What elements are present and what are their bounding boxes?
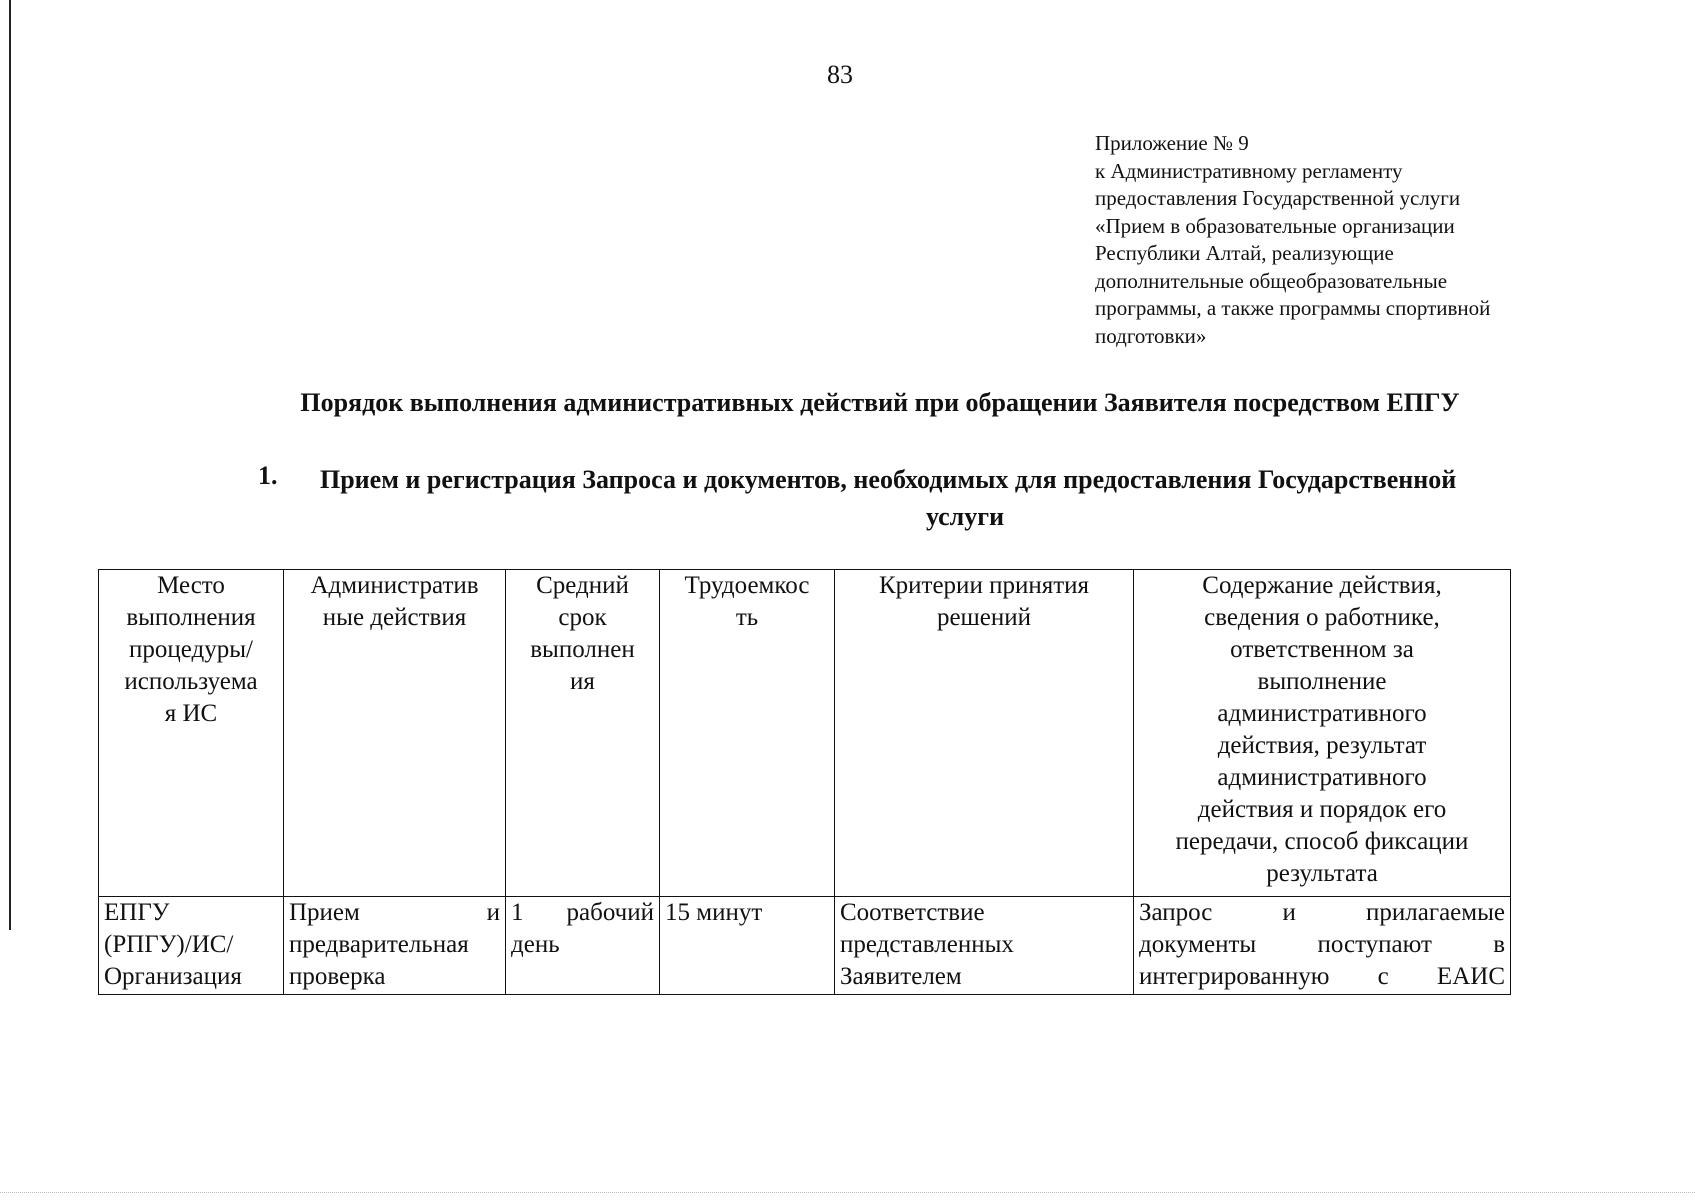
header-location: Место выполнения процедуры/ используема я ИС bbox=[99, 570, 284, 897]
appendix-line: «Прием в образовательные организации bbox=[1095, 213, 1455, 238]
procedure-table bbox=[98, 569, 1511, 995]
section-title-line: услуги bbox=[925, 502, 1005, 531]
section-title bbox=[320, 461, 1590, 535]
header-admin-actions: Административ ные действия bbox=[284, 570, 506, 897]
cell-average-term: 1 рабочий день bbox=[506, 897, 660, 995]
appendix-line: Приложение № 9 bbox=[1095, 131, 1249, 155]
section-title-line: Прием и регистрация Запроса и документов, необходимых для предоставления Государственной bbox=[320, 465, 1457, 494]
appendix-line: программы, а также программы спортивной bbox=[1095, 296, 1491, 320]
header-labor-intensity: Трудоемкос ть bbox=[660, 570, 835, 897]
document-title: Порядок выполнения административных действий при обращении Заявителя посредством ЕПГУ bbox=[300, 388, 1460, 417]
cell-location: ЕПГУ (РПГУ)/ИС/ Организация bbox=[99, 897, 284, 995]
appendix-line: подготовки» bbox=[1095, 323, 1207, 348]
cell-action-content: Запрос и прилагаемые документы поступают в интегрированную с ЕАИС bbox=[1134, 897, 1511, 995]
appendix-block bbox=[1095, 130, 1635, 350]
cell-admin-action: Прием и предварительная проверка bbox=[284, 897, 506, 995]
section-number: 1. bbox=[258, 461, 278, 490]
scan-bottom-border bbox=[0, 1192, 1695, 1193]
appendix-line: Республики Алтай, реализующие bbox=[1095, 241, 1394, 265]
page-left-edge bbox=[9, 0, 11, 930]
appendix-line: дополнительные общеобразовательные bbox=[1095, 268, 1448, 293]
table-header-row bbox=[99, 570, 1511, 897]
appendix-line: предоставления Государственной услуги bbox=[1095, 186, 1461, 210]
cell-labor-intensity: 15 минут bbox=[660, 897, 835, 995]
header-action-content: Содержание действия, сведения о работнике, ответственном за выполнение административного действия, результат административного действия и порядок его передачи, способ фиксации результата bbox=[1134, 570, 1511, 897]
appendix-line: к Административному регламенту bbox=[1095, 158, 1403, 183]
table-row bbox=[99, 897, 1511, 995]
header-decision-criteria: Критерии принятия решений bbox=[835, 570, 1134, 897]
header-average-term: Средний срок выполнен ия bbox=[506, 570, 660, 897]
page-number: 83 bbox=[827, 60, 853, 89]
cell-decision-criteria: Соответствие представленных Заявителем bbox=[835, 897, 1134, 995]
